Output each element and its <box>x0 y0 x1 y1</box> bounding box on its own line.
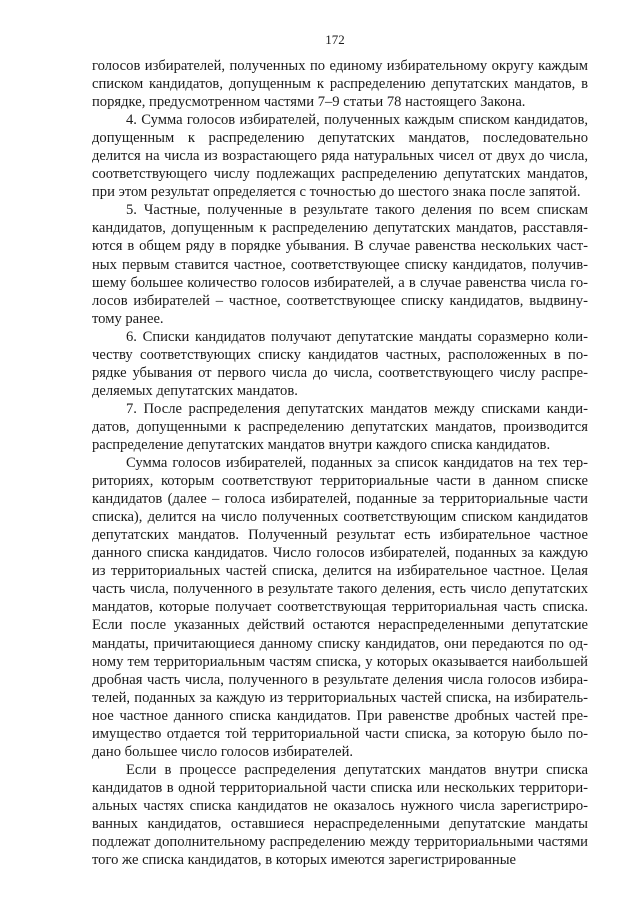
paragraph-item-7: 7. После распределения депутатских мандатов между списками кандидатов, допущенными к распределению депутатских мандатов, производится распределение депутатских мандатов внутри каждого списка кандидатов. <box>92 400 588 453</box>
paragraph-item-6: 6. Списки кандидатов получают депутатские мандаты соразмерно количеству соответствующих списку кандидатов частных, расположенных в порядке убывания от первого числа до числа, соответствующего числу распределяемых депутатских мандатов. <box>92 328 588 399</box>
paragraph-item-5: 5. Частные, полученные в результате такого деления по всем спискам кандидатов, допущенным к распределению депутатских мандатов, расставляются в общем ряду в порядке убывания. В случае равенства нескольких частных первым ставится частное, соответствующее списку кандидатов, получившему большее количество голосов избирателей, а в случае равенства числа голосов избирателей – частное, соответствующее списку кандидатов, выдвинутому ранее. <box>92 202 588 327</box>
body-text <box>92 57 588 869</box>
paragraph-item-4: 4. Сумма голосов избирателей, полученных каждым списком кандидатов, допущенным к распределению депутатских мандатов, последовательно делится на числа из возрастающего ряда натуральных чисел от двух до числа, соответствующего числу подлежащих распределению депутатских мандатов, при этом результат определяется с точностью до шестого знака после запятой. <box>92 112 588 201</box>
paragraph-redistribution: Если в процессе распределения депутатских мандатов внутри списка кандидатов в одной территориальной части списка или нескольких территориальных частях списка кандидатов не оказалось нужного числа зарегистрированных кандидатов, оставшиеся нераспределенными депутатские мандаты подлежат дополнительному распределению между территориальными частями того же списка кандидатов, в которых имеются зарегистрированные <box>92 761 588 869</box>
paragraph-vote-sum: Сумма голосов избирателей, поданных за список кандидатов на тех территориях, которым соответствуют территориальные части в данном списке кандидатов (далее – голоса избирателей, поданные за территориальные части списка), делится на число полученных соответствующим списком кандидатов депутатских мандатов. Полученный результат есть избирательное частное данного списка кандидатов. Число голосов избирателей, поданных за каждую из территориальных частей списка, делится на избирательное частное. Целая часть числа, полученного в результате такого деления, есть число депутатских мандатов, которые получает соответствующая территориальная часть списка. Если после указанных действий остаются нераспределенными депутатские мандаты, причитающиеся данному списку кандидатов, они передаются по одному тем территориальным частям списка, у которых оказывается наибольшей дробная часть числа, полученного в результате деления числа голосов избирателей, поданных за каждую из территориальных частей списка, на избирательное частное данного списка кандидатов. При равенстве дробных частей преимущество отдается той территориальной части списка, за которую было подано большее число голосов избирателей. <box>92 455 588 760</box>
paragraph-continuation: голосов избирателей, полученных по единому избирательному округу каждым списком кандидатов, допущенным к распределению депутатских мандатов, в порядке, предусмотренном частями 7–9 статьи 78 настоящего Закона. <box>92 58 588 111</box>
page-number: 172 <box>325 32 345 47</box>
